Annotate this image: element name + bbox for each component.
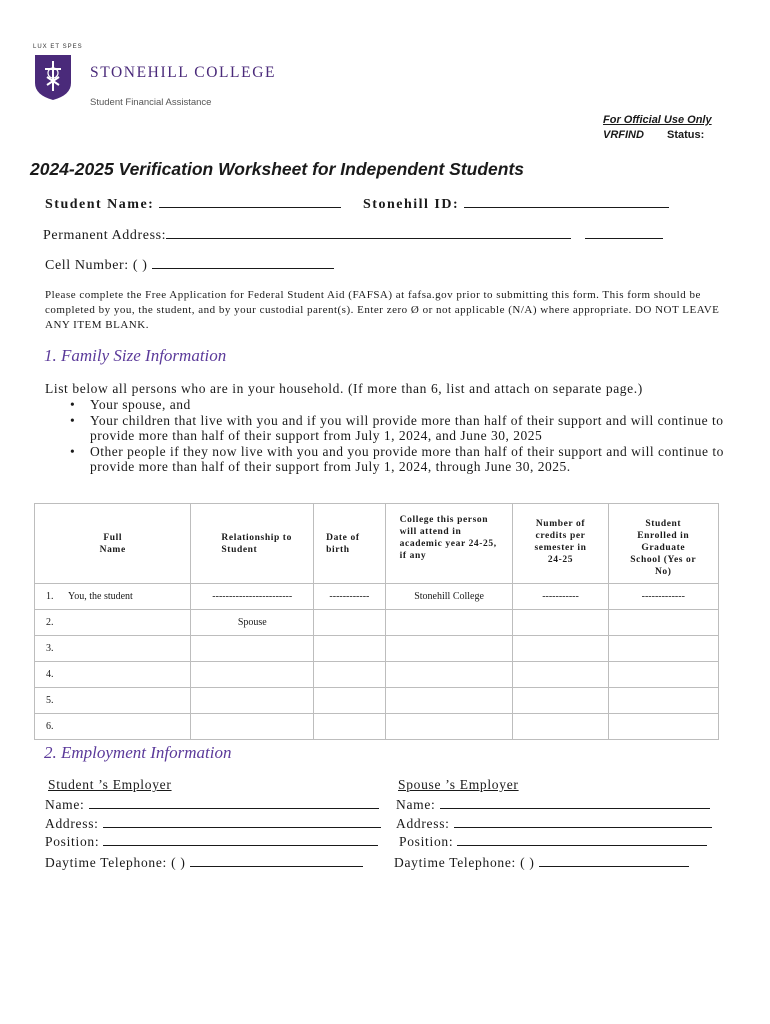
student-employer-address-field[interactable] [103,815,381,828]
family-size-intro: List below all persons who are in your household. (If more than 6, list and attach on separate page.) [45,381,643,396]
relationship-cell[interactable] [191,688,314,714]
credits-cell[interactable]: ----------- [513,584,608,610]
bullet-item [70,397,730,413]
bullet-text: Other people if they now live with you and you provide more than half of their support and will continue to provide more than half of their support from July 1, 2024, through June 30, 2025. [90,443,724,474]
dob-cell[interactable] [314,714,386,740]
cell-number-field[interactable] [152,256,334,269]
table-row [35,688,719,714]
spouse-employer-name-row [396,796,710,813]
credits-cell[interactable] [513,662,608,688]
relationship-cell[interactable] [191,662,314,688]
permanent-address-field[interactable] [166,226,571,239]
spouse-position-label: Position: [399,834,454,849]
table-header-row [35,504,719,584]
page-title: 2024-2025 Verification Worksheet for Independent Students [30,159,525,179]
student-employer-phone-field[interactable] [190,854,363,867]
table-row [35,714,719,740]
student-position-label: Position: [45,834,100,849]
instructions-note: Please complete the Free Application for Federal Student Aid (FAFSA) at fafsa.gov prior to submitting this form. This form should be completed by you, the student, and by your custodial parent(s). Enter zero Ø or not applicable (N/A) where appropriate. DO NOT LEAVE ANY ITEM BLANK. [45,289,720,331]
name-cell[interactable]: 5. [35,688,191,714]
bullet-icon: • [70,412,76,428]
college-cell[interactable] [385,662,513,688]
bullet-text: Your spouse, and [90,397,191,412]
bullet-icon: • [70,443,76,459]
employment-heading: 2. Employment Information [44,743,232,762]
spouse-employer-phone-row [394,854,689,871]
student-name-label: Name: [45,797,85,812]
cell-number-row [45,256,334,274]
relationship-cell[interactable] [191,714,314,740]
college-seal-icon [33,53,73,101]
bullet-text: Your children that live with you and if you will provide more than half of their support and will continue to provide more than half of their support from July 1, 2024, and June 30, 2025 [90,412,724,443]
student-name-field[interactable] [159,195,341,208]
spouse-phone-label: Daytime Telephone: ( ) [394,855,535,870]
graduate-cell[interactable] [608,662,718,688]
spouse-employer-phone-field[interactable] [539,854,689,867]
college-cell[interactable] [385,636,513,662]
header-graduate: Student Enrolled in Graduate School (Yes or No) [608,504,718,584]
student-employer-name-row [45,796,379,813]
college-cell[interactable] [385,688,513,714]
table-row [35,662,719,688]
student-address-label: Address: [45,816,99,831]
permanent-address-row [43,226,663,244]
graduate-cell[interactable] [608,636,718,662]
student-name-row [45,195,341,213]
vrfind-label: VRFIND [603,129,644,141]
college-name: STONEHILL COLLEGE [90,64,277,81]
credits-cell[interactable] [513,610,608,636]
official-use-heading: For Official Use Only [603,114,712,126]
dob-cell[interactable] [314,662,386,688]
graduate-cell[interactable] [608,714,718,740]
status-label: Status: [667,129,705,141]
header-college: College this person will attend in academic year 24-25, if any [385,504,513,584]
bullet-icon: • [70,397,76,412]
department-name: Student Financial Assistance [90,97,212,108]
permanent-address-label: Permanent Address: [43,228,167,243]
college-motto: LUX ET SPES [33,44,83,50]
permanent-address-field-2[interactable] [585,226,663,239]
graduate-cell[interactable] [608,610,718,636]
credits-cell[interactable] [513,636,608,662]
table-row [35,584,719,610]
spouse-address-label: Address: [396,816,450,831]
header-relationship: Relationship to Student [191,504,314,584]
header-full-name: Full Name [35,504,191,584]
spouse-employer-name-field[interactable] [440,796,710,809]
college-cell[interactable]: Stonehill College [385,584,513,610]
student-employer-address-row [45,815,381,832]
table-row [35,636,719,662]
stonehill-id-row [363,195,669,213]
header-dob: Date of birth [314,504,386,584]
bullet-item [70,413,730,444]
student-phone-label: Daytime Telephone: ( ) [45,855,186,870]
relationship-cell[interactable] [191,636,314,662]
relationship-cell[interactable]: ------------------------ [191,584,314,610]
stonehill-id-field[interactable] [464,195,669,208]
credits-cell[interactable] [513,714,608,740]
family-size-table [34,503,719,740]
dob-cell[interactable] [314,688,386,714]
student-employer-position-row [45,833,378,850]
household-bullet-list [70,397,730,475]
bullet-item [70,444,730,475]
graduate-cell[interactable] [608,688,718,714]
spouse-employer-heading: Spouse ’s Employer [398,777,519,792]
spouse-employer-address-row [396,815,712,832]
spouse-employer-address-field[interactable] [454,815,712,828]
table-row [35,610,719,636]
stonehill-id-label: Stonehill ID: [363,197,460,212]
graduate-cell[interactable]: ------------- [608,584,718,610]
spouse-employer-position-field[interactable] [457,833,707,846]
name-cell[interactable]: 4. [35,662,191,688]
dob-cell[interactable] [314,610,386,636]
name-cell[interactable]: 2. [35,610,191,636]
student-employer-heading: Student ’s Employer [48,777,172,792]
student-employer-phone-row [45,854,363,871]
college-cell[interactable] [385,714,513,740]
college-cell[interactable] [385,610,513,636]
cell-number-label: Cell Number: ( ) [45,258,148,273]
relationship-cell[interactable]: Spouse [191,610,314,636]
dob-cell[interactable]: ------------ [314,584,386,610]
name-cell[interactable]: 6. [35,714,191,740]
spouse-name-label: Name: [396,797,436,812]
student-employer-name-field[interactable] [89,796,379,809]
dob-cell[interactable] [314,636,386,662]
student-name-label: Student Name: [45,197,155,212]
student-employer-position-field[interactable] [103,833,378,846]
name-cell[interactable]: 1. You, the student [35,584,191,610]
family-size-heading: 1. Family Size Information [44,346,227,365]
spouse-employer-position-row [399,833,707,850]
credits-cell[interactable] [513,688,608,714]
name-cell[interactable]: 3. [35,636,191,662]
header-credits: Number of credits per semester in 24-25 [513,504,608,584]
